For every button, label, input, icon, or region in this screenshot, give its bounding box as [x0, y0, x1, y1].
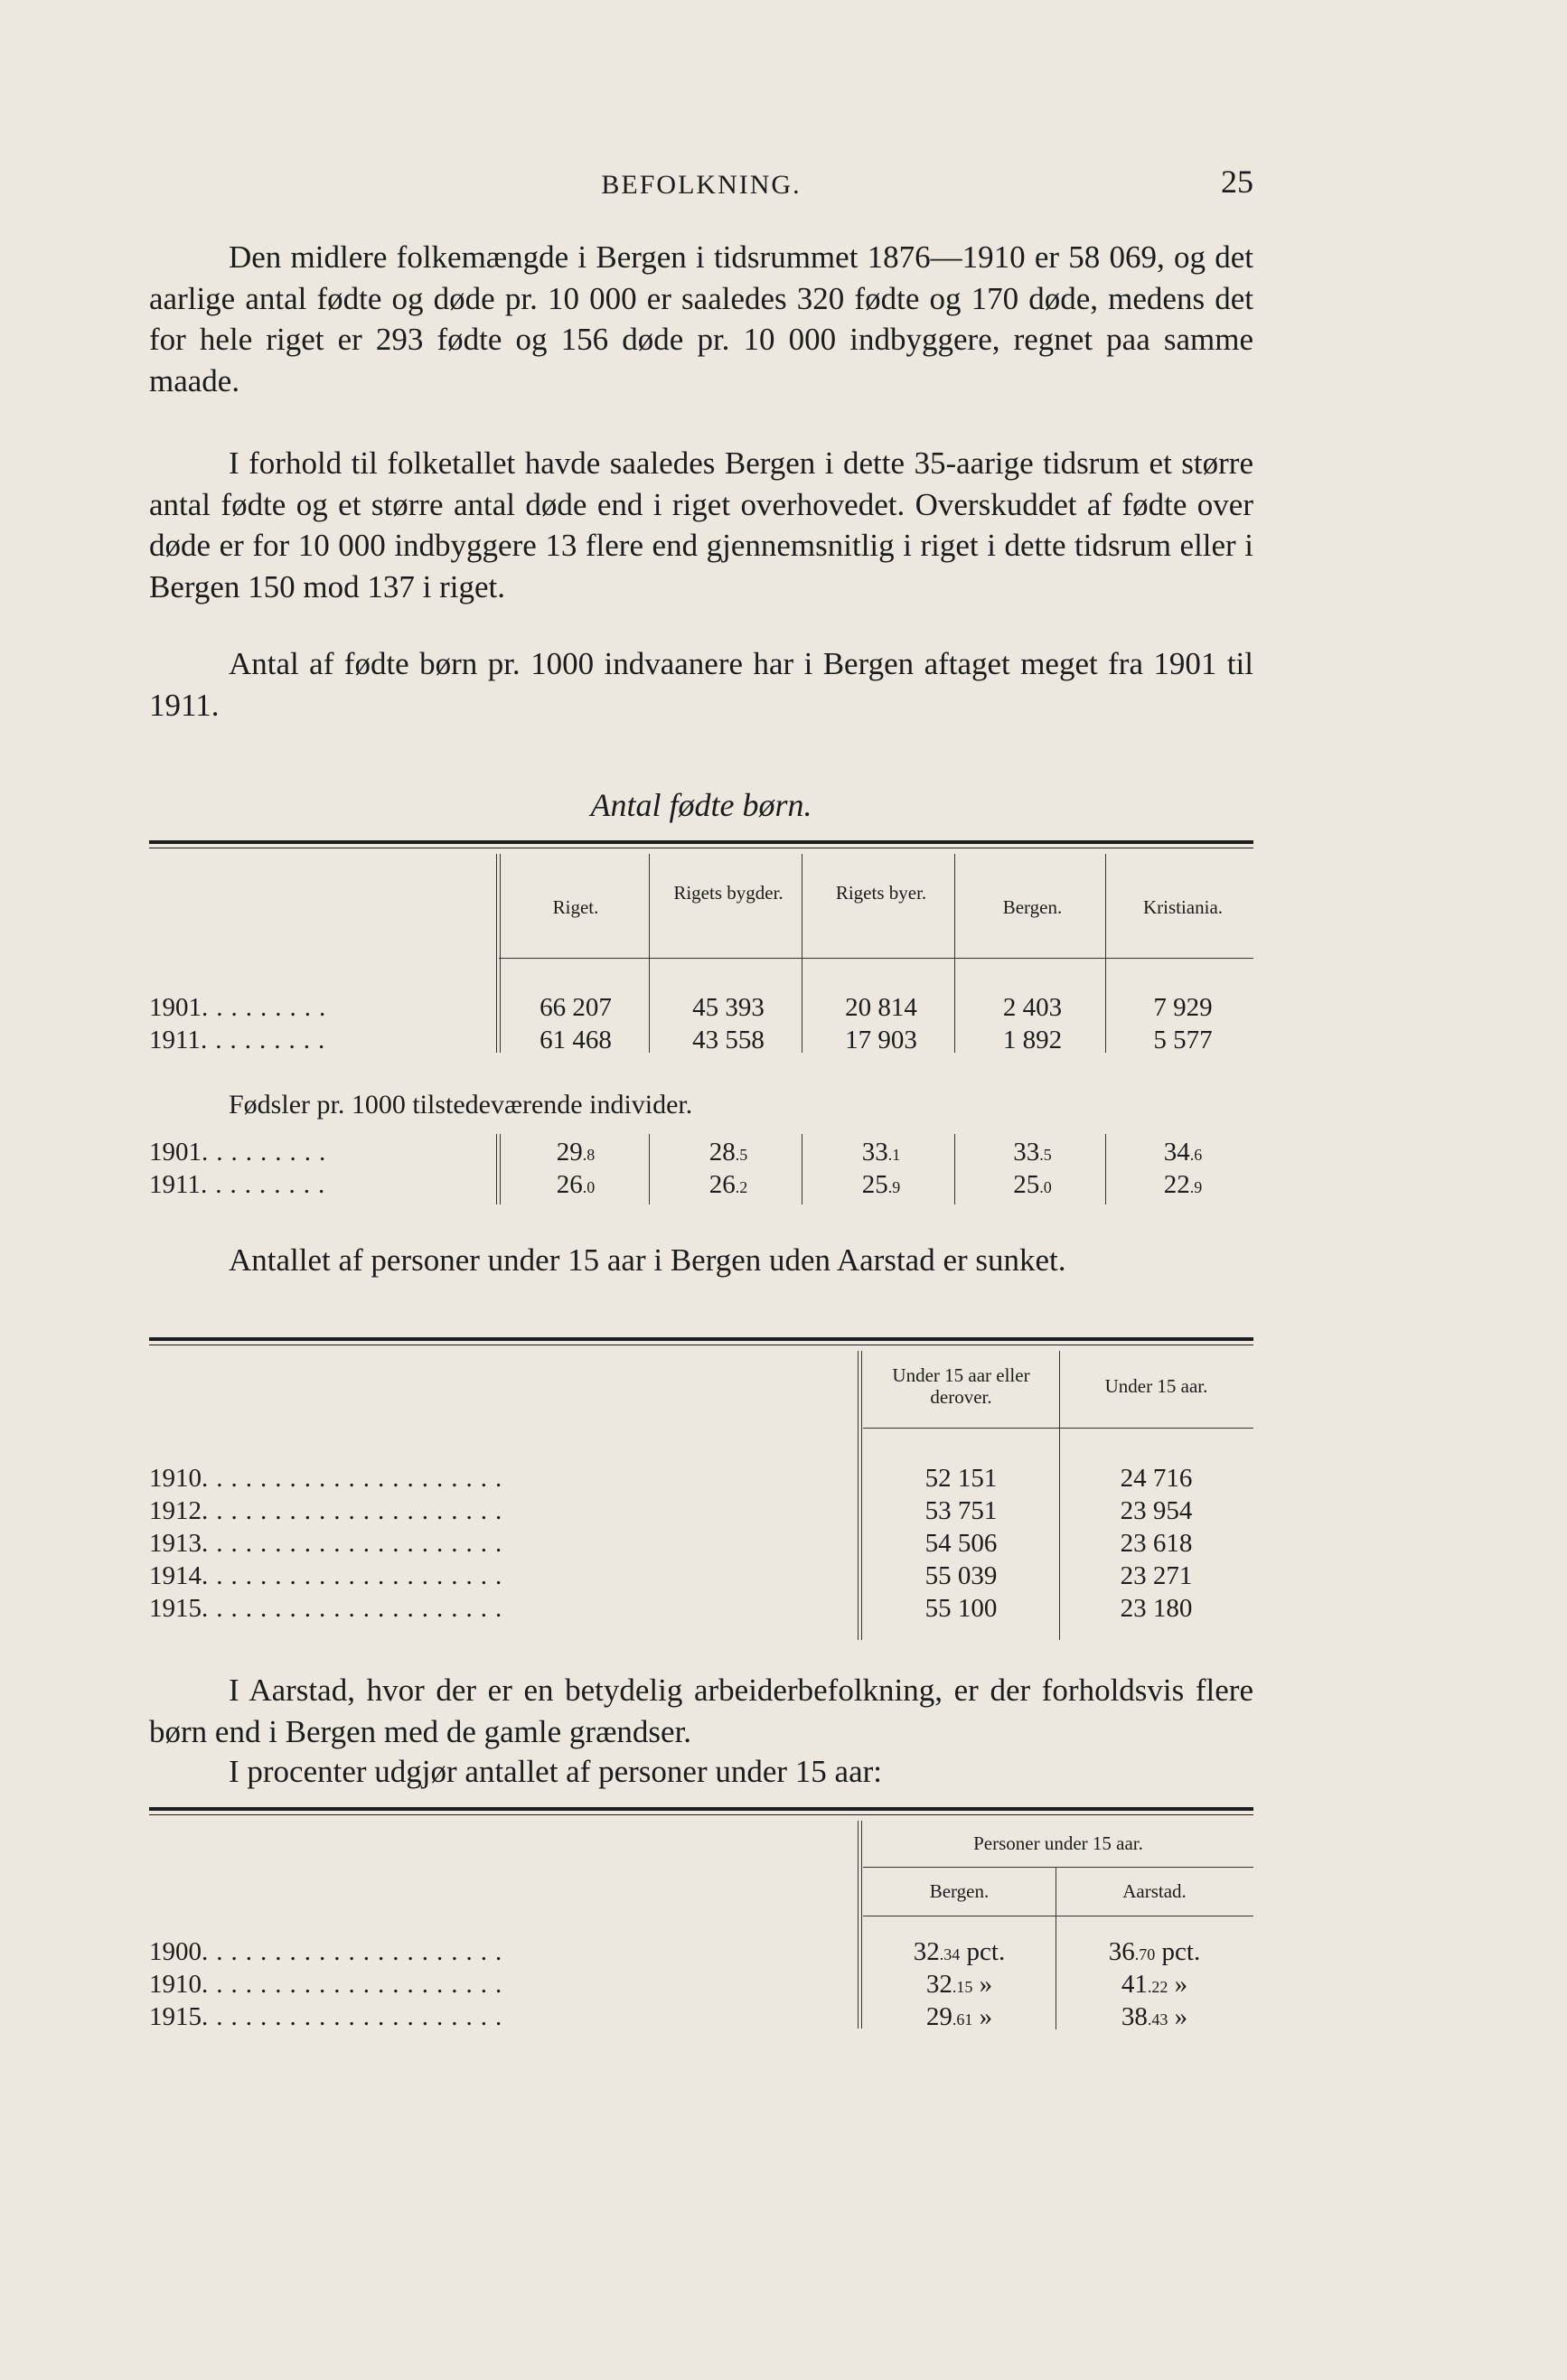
row-year: 1914..................... — [149, 1561, 511, 1590]
table1-cell: 43 558 — [692, 1026, 765, 1054]
row-year: 1911......... — [149, 1026, 333, 1054]
table1-cell: 61 468 — [540, 1026, 612, 1054]
row-year: 1915..................... — [149, 1594, 511, 1623]
table3-cell-bergen: 32.34 pct. — [913, 1937, 1006, 1966]
paragraph-aarstad-text: I Aarstad, hvor der er en betydelig arbeiderbefolkning, er der forholdsvis flere børn end i Bergen med de gamle grændser. — [149, 1673, 1253, 1749]
table2-col-header: Under 15 aar. — [1104, 1375, 1208, 1397]
table3-top-rule — [149, 1807, 1253, 1815]
page-number: 25 — [1221, 164, 1253, 200]
paragraph-1-text: Den midlere folkemængde i Bergen i tidsrummet 1876—1910 er 58 069, og det aarlige antal fødte og døde pr. 10 000 er saaledes 320 fødte og 170 døde, medens det for hele riget er 293 fødte og 156 døde pr. 10 000 indbyggere, regnet paa samme maade. — [149, 239, 1253, 398]
table2-cell: 23 271 — [1120, 1561, 1193, 1590]
table1-subcaption: Fødsler pr. 1000 tilstedeværende individer. — [229, 1090, 693, 1120]
table1-rate-cell: 25.0 — [1013, 1170, 1052, 1199]
table2-cell: 23 618 — [1120, 1529, 1193, 1558]
table3-col-header: Aarstad. — [1122, 1880, 1187, 1902]
chapter-title: BEFOLKNING. — [601, 170, 802, 200]
table1-rate-cell: 25.9 — [861, 1170, 901, 1199]
paragraph-procenter-text: I procenter udgjør antallet af personer under 15 aar: — [229, 1754, 883, 1789]
table3-cell-aarstad: 38.43 » — [1121, 2002, 1188, 2031]
table1-rate-cell: 33.5 — [1013, 1138, 1052, 1167]
table3-cell-aarstad: 36.70 pct. — [1108, 1937, 1201, 1966]
paragraph-3 — [149, 643, 1253, 726]
table1-rate-cell: 26.2 — [708, 1170, 748, 1199]
paragraph-2 — [149, 443, 1253, 607]
table1-col-header: Bergen. — [1002, 896, 1063, 918]
table1-rate-cell: 34.6 — [1163, 1138, 1203, 1167]
table2-cell: 54 506 — [924, 1529, 998, 1558]
row-year: 1910..................... — [149, 1464, 511, 1493]
table2-cell: 55 100 — [924, 1594, 998, 1623]
row-year: 1910..................... — [149, 1970, 511, 1999]
table1-col-divider — [954, 854, 955, 1053]
table1-col-divider — [649, 1134, 650, 1204]
table1-col-divider — [649, 854, 650, 1053]
table3-group-header: Personer under 15 aar. — [973, 1832, 1143, 1854]
table1-cell: 5 577 — [1153, 1026, 1213, 1054]
table3-col-header: Bergen. — [929, 1880, 990, 1902]
paragraph-procenter — [149, 1751, 1253, 1793]
table1-col-header: Rigets byer. — [835, 882, 927, 904]
table1-rate-cell: 22.9 — [1163, 1170, 1203, 1199]
row-year: 1900..................... — [149, 1937, 511, 1966]
table2-header-rule — [863, 1428, 1253, 1429]
table1-rate-cell: 33.1 — [861, 1138, 901, 1167]
table3-cell-bergen: 32.15 » — [925, 1970, 993, 1999]
table1-cell: 20 814 — [845, 993, 917, 1022]
row-year: 1915..................... — [149, 2002, 511, 2031]
table1-rate-cell: 28.5 — [708, 1138, 748, 1167]
paragraph-2-text: I forhold til folketallet havde saaledes Bergen i dette 35-aarige tidsrum et større antal fødte og et større antal døde end i riget overhovedet. Overskuddet af fødte over døde er for 10 000 indbyggere 13 flere end gjennemsnitlig i riget i dette tidsrum eller i Bergen 150 mod 137 i riget. — [149, 445, 1253, 604]
table2-cell: 24 716 — [1120, 1464, 1193, 1493]
table1-cell: 45 393 — [692, 993, 765, 1022]
table1-cell: 1 892 — [1002, 1026, 1063, 1054]
row-year: 1901......... — [149, 1138, 334, 1167]
table2-cell: 53 751 — [924, 1496, 998, 1525]
table2-cell: 52 151 — [924, 1464, 998, 1493]
table3-cell-bergen: 29.61 » — [925, 2002, 993, 2031]
table1-top-rule — [149, 840, 1253, 848]
table2-cell: 23 954 — [1120, 1496, 1193, 1525]
table1-caption: Antal fødte børn. — [590, 787, 812, 823]
running-header — [149, 163, 1253, 208]
table2-cell: 23 180 — [1120, 1594, 1193, 1623]
row-year: 1913..................... — [149, 1529, 511, 1558]
table1-cell: 2 403 — [1002, 993, 1063, 1022]
table2-top-rule — [149, 1337, 1253, 1345]
table3-cell-aarstad: 41.22 » — [1121, 1970, 1188, 1999]
table2-stub-divider — [858, 1351, 862, 1640]
table1-col-divider — [1105, 854, 1106, 1053]
paragraph-3-text: Antal af fødte børn pr. 1000 indvaanere har i Bergen aftaget meget fra 1901 til 1911. — [149, 646, 1253, 723]
row-year: 1901......... — [149, 993, 334, 1022]
table1-col-header: Riget. — [552, 896, 599, 918]
row-year: 1912..................... — [149, 1496, 511, 1525]
table3-group-rule — [863, 1867, 1253, 1868]
table1-col-divider — [1105, 1134, 1106, 1204]
table1-stub-divider — [496, 854, 501, 1053]
paragraph-under15 — [149, 1240, 1253, 1281]
paragraph-1 — [149, 237, 1253, 401]
table1-header-rule — [499, 958, 1253, 959]
table2-col-header: Under 15 aar eller derover. — [892, 1364, 1030, 1408]
paragraph-under15-text: Antallet af personer under 15 aar i Bergen uden Aarstad er sunket. — [229, 1242, 1066, 1278]
row-year: 1911......... — [149, 1170, 333, 1199]
table1-cell: 17 903 — [845, 1026, 917, 1054]
table3-stub-divider — [858, 1821, 862, 2029]
table1-stub-divider — [496, 1134, 501, 1204]
table2-cell: 55 039 — [924, 1561, 998, 1590]
table1-cell: 7 929 — [1153, 993, 1213, 1022]
table1-rate-cell: 29.8 — [556, 1138, 596, 1167]
table1-col-header: Rigets bygder. — [673, 882, 784, 904]
table1-cell: 66 207 — [540, 993, 612, 1022]
table1-col-divider — [954, 1134, 955, 1204]
table1-rate-cell: 26.0 — [556, 1170, 596, 1199]
table1-col-header: Kristiania. — [1142, 896, 1224, 918]
paragraph-aarstad — [149, 1670, 1253, 1752]
